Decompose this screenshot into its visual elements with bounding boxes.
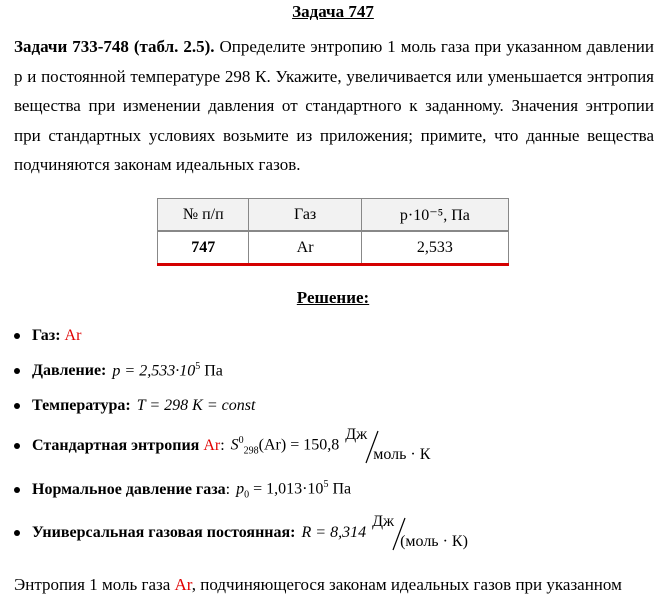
item-label: Нормальное давление газа — [32, 480, 226, 498]
solution-title: Решение: — [296, 288, 370, 307]
table-cell: 747 — [158, 231, 249, 265]
table-cell: Ar — [249, 231, 361, 265]
bullet-dot — [14, 333, 20, 339]
bullet-dot — [14, 443, 20, 449]
gas-value: Ar — [64, 327, 82, 344]
list-item-normal-pressure: Нормальное давление газа : $p_0 = 1,013\cdot 10^5$ Па — [14, 479, 351, 501]
item-label: Универсальная газовая постоянная: — [32, 524, 296, 541]
table-cell: 2,533 — [361, 231, 508, 265]
gas-constant-unit: Дж (моль · К) — [372, 513, 468, 550]
bullet-dot — [14, 403, 20, 409]
problem-text: Определите энтропию 1 моль газа при указанном давлении р и постоянной температуре 298 К. Укажите, увеличивается или уменьшается энтропия вещества при изменении давления от стандартного к заданному. Значения энтропии при стандартных условиях возьмите из приложения; примите, что данные вещества подчиняются законам идеальных газов. — [14, 37, 654, 174]
entropy-gas: Ar — [203, 437, 221, 454]
bullet-dot — [14, 487, 20, 493]
normal-pressure-formula: $p_0 = 1,013\cdot 10^5$ Па — [236, 479, 352, 501]
table-header: № п/п — [158, 199, 249, 232]
bullet-dot — [14, 368, 20, 374]
bottom-text: Энтропия 1 моль газа Ar, подчиняющегося законам идеальных газов при указанном — [14, 575, 622, 594]
table-row — [158, 231, 509, 265]
problem-statement — [14, 32, 654, 180]
item-label: Температура: — [32, 397, 131, 414]
problem-ref: Задачи 733-748 (табл. 2.5). — [14, 37, 215, 56]
gas-constant-formula: R = 8,314 — [301, 524, 367, 541]
entropy-formula: $S^0_{298}(Ar) = 150,8$ — [230, 435, 340, 457]
data-table — [157, 198, 509, 266]
temperature-formula: T = 298 K = const — [136, 397, 256, 414]
list-item-entropy: Стандартная энтропия Ar : $S^0_{298}(Ar) = 150,8$ Дж моль · К — [14, 426, 433, 466]
item-label: Стандартная энтропия — [32, 437, 200, 454]
bullet-dot — [14, 530, 20, 536]
item-label: Газ: — [32, 327, 61, 344]
item-label: Давление: — [32, 361, 107, 379]
table-header-row — [158, 199, 509, 232]
table-header: Газ — [249, 199, 361, 232]
list-item-gas-constant — [14, 513, 470, 553]
entropy-unit: Дж моль · К — [345, 426, 431, 463]
table-header: p·10⁻⁵, Па — [361, 199, 508, 232]
pressure-formula: $p = 2,533\cdot 10^5$ Па — [112, 361, 223, 380]
list-item-gas — [14, 327, 81, 345]
problem-title: Задача 747 — [292, 2, 374, 21]
list-item-temperature — [14, 397, 255, 415]
list-item-pressure — [14, 361, 223, 380]
bottom-gas: Ar — [174, 575, 192, 594]
